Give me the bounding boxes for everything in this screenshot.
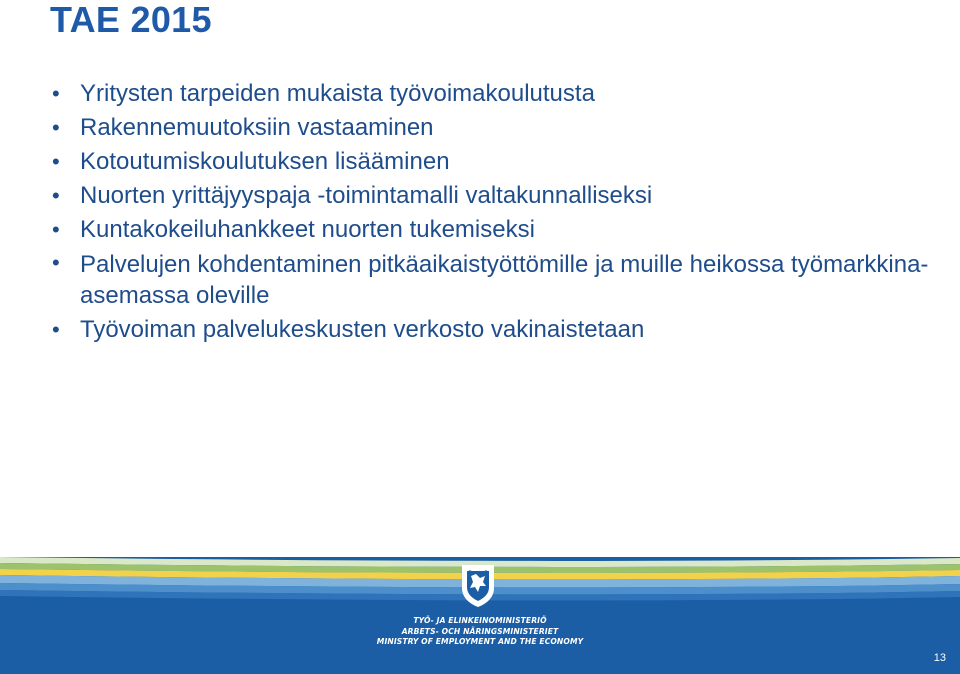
bullet-icon: •	[52, 81, 60, 106]
bullet-text: Palvelujen kohdentaminen pitkäaikaistyöttömille ja muille heikossa työmarkkina-asemassa oleville	[80, 251, 929, 309]
bullet-icon: •	[52, 183, 60, 208]
bullet-text: Rakennemuutoksiin vastaaminen	[80, 114, 434, 141]
bullet-text: Nuorten yrittäjyyspaja -toimintamalli valtakunnalliseksi	[80, 182, 653, 209]
bullet-text: Työvoiman palvelukeskusten verkosto vakinaistetaan	[80, 316, 645, 343]
page-number: 13	[933, 652, 946, 664]
ministry-name-block	[360, 616, 600, 648]
slide-title: TAE 2015	[50, 0, 212, 40]
bullet-item	[50, 145, 950, 179]
bullet-text: Kotoutumiskoulutuksen lisääminen	[80, 148, 450, 175]
bullet-icon: •	[52, 115, 60, 140]
bullet-text: Yritysten tarpeiden mukaista työvoimakoulutusta	[80, 80, 595, 107]
bullet-item	[50, 77, 950, 111]
bullet-text: Kuntakokeiluhankkeet nuorten tukemiseksi	[80, 216, 535, 243]
ministry-name-english: MINISTRY OF EMPLOYMENT AND THE ECONOMY	[376, 637, 584, 646]
ministry-logo	[360, 560, 600, 650]
ministry-name-finnish: TYÖ- JA ELINKEINOMINISTERIÖ	[413, 616, 547, 625]
bullet-icon: •	[52, 217, 60, 242]
ministry-name-swedish: ARBETS- OCH NÄRINGSMINISTERIET	[401, 626, 559, 636]
finnish-lion-emblem-icon	[458, 562, 498, 608]
bullet-item	[50, 179, 950, 213]
bullet-item	[50, 111, 950, 145]
bullet-icon: •	[52, 250, 60, 275]
bullet-list	[50, 77, 950, 347]
bullet-item	[50, 313, 950, 347]
bullet-item	[50, 213, 950, 247]
bullet-icon: •	[52, 149, 60, 174]
bullet-item	[50, 247, 940, 313]
bullet-icon: •	[52, 317, 60, 342]
